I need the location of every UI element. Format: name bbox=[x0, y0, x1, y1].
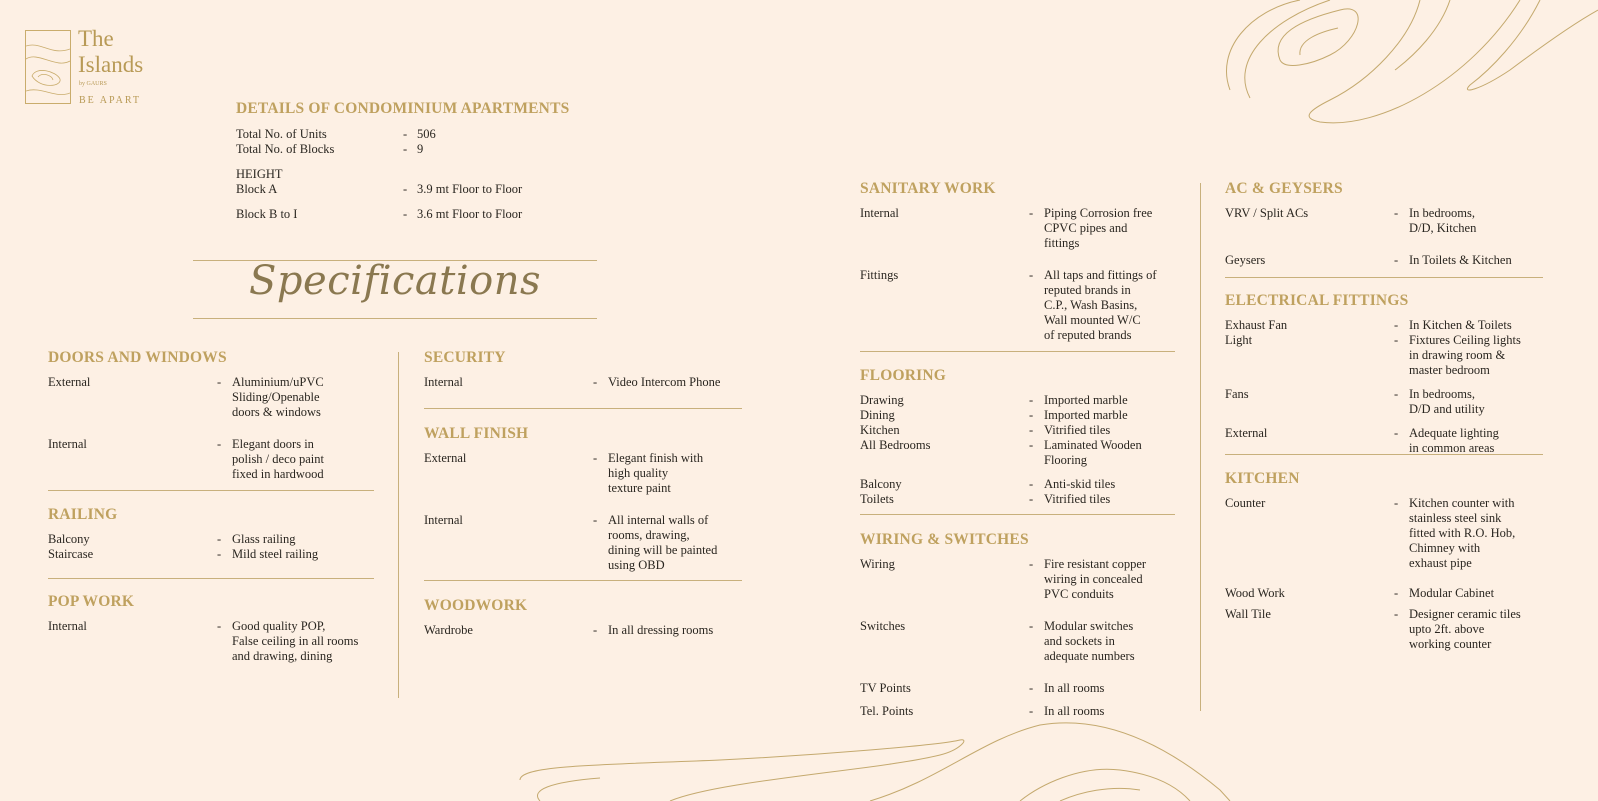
spec-dash: - bbox=[593, 623, 598, 637]
spec-value: Wall mounted W/C bbox=[1044, 313, 1141, 327]
spec-label: Kitchen bbox=[860, 423, 900, 437]
spec-label: Internal bbox=[424, 513, 463, 527]
spec-dash: - bbox=[1029, 492, 1034, 506]
spec-dash: - bbox=[1394, 333, 1399, 347]
spec-dash: - bbox=[1029, 408, 1034, 422]
spec-value: rooms, drawing, bbox=[608, 528, 690, 542]
section-rule bbox=[1225, 277, 1543, 278]
spec-value: C.P., Wash Basins, bbox=[1044, 298, 1138, 312]
section-rule bbox=[424, 408, 742, 409]
spec-value: polish / deco paint bbox=[232, 452, 324, 466]
spec-label: Fans bbox=[1225, 387, 1249, 401]
condo-label: Total No. of Units bbox=[236, 127, 327, 141]
spec-value: stainless steel sink bbox=[1409, 511, 1502, 525]
section-rule bbox=[48, 490, 374, 491]
contour-lines-bottom bbox=[520, 720, 1250, 801]
spec-value: Anti-skid tiles bbox=[1044, 477, 1116, 491]
brand-name-line1: The bbox=[78, 26, 114, 51]
section-title: ELECTRICAL FITTINGS bbox=[1225, 292, 1409, 309]
spec-value: Mild steel railing bbox=[232, 547, 319, 561]
section-rule bbox=[860, 514, 1175, 515]
spec-value: D/D and utility bbox=[1409, 402, 1485, 416]
spec-dash: - bbox=[1394, 586, 1399, 600]
spec-value: adequate numbers bbox=[1044, 649, 1135, 663]
spec-dash: - bbox=[1029, 438, 1034, 452]
spec-value: Fire resistant copper bbox=[1044, 557, 1147, 571]
spec-dash: - bbox=[1029, 423, 1034, 437]
spec-value: dining will be painted bbox=[608, 543, 718, 557]
spec-dash: - bbox=[217, 532, 222, 546]
brand-name-line2: Islands bbox=[78, 52, 144, 77]
spec-label: Balcony bbox=[48, 532, 90, 546]
spec-dash: - bbox=[1029, 681, 1034, 695]
condo-value: 3.9 mt Floor to Floor bbox=[417, 182, 523, 196]
spec-value: Designer ceramic tiles bbox=[1409, 607, 1521, 621]
brand-tagline: BE APART bbox=[79, 95, 141, 106]
spec-value: Fixtures Ceiling lights bbox=[1409, 333, 1521, 347]
section-title: WIRING & SWITCHES bbox=[860, 531, 1029, 548]
spec-value: fixed in hardwood bbox=[232, 467, 324, 481]
spec-value: fitted with R.O. Hob, bbox=[1409, 526, 1516, 540]
condo-value: 506 bbox=[417, 127, 436, 141]
spec-value: False ceiling in all rooms bbox=[232, 634, 359, 648]
spec-label: Wiring bbox=[860, 557, 895, 571]
condo-label: HEIGHT bbox=[236, 167, 283, 181]
condo-dash: - bbox=[403, 182, 408, 196]
spec-value: Imported marble bbox=[1044, 408, 1128, 422]
spec-label: Dining bbox=[860, 408, 895, 422]
spec-dash: - bbox=[217, 437, 222, 451]
spec-value: high quality bbox=[608, 466, 669, 480]
column-divider bbox=[398, 352, 399, 698]
spec-dash: - bbox=[1394, 206, 1399, 220]
section-title: AC & GEYSERS bbox=[1225, 180, 1343, 197]
specifications-title: Specifications bbox=[249, 258, 541, 304]
spec-value: PVC conduits bbox=[1044, 587, 1114, 601]
spec-value: In Toilets & Kitchen bbox=[1409, 253, 1512, 267]
spec-value: In all rooms bbox=[1044, 681, 1105, 695]
condo-title: DETAILS OF CONDOMINIUM APARTMENTS bbox=[236, 100, 570, 117]
spec-value: wiring in concealed bbox=[1044, 572, 1143, 586]
spec-value: Aluminium/uPVC bbox=[232, 375, 324, 389]
spec-value: Elegant doors in bbox=[232, 437, 314, 451]
spec-label: Geysers bbox=[1225, 253, 1266, 267]
spec-label: Drawing bbox=[860, 393, 904, 407]
spec-value: D/D, Kitchen bbox=[1409, 221, 1477, 235]
spec-dash: - bbox=[217, 619, 222, 633]
spec-label: Balcony bbox=[860, 477, 902, 491]
spec-value: and sockets in bbox=[1044, 634, 1115, 648]
spec-value: In bedrooms, bbox=[1409, 206, 1475, 220]
spec-value: fittings bbox=[1044, 236, 1080, 250]
spec-label: All Bedrooms bbox=[860, 438, 931, 452]
spec-dash: - bbox=[1029, 268, 1034, 282]
spec-label: VRV / Split ACs bbox=[1225, 206, 1309, 220]
spec-label: External bbox=[424, 451, 467, 465]
spec-label: Wood Work bbox=[1225, 586, 1285, 600]
spec-label: Counter bbox=[1225, 496, 1266, 510]
section-title: RAILING bbox=[48, 506, 118, 523]
spec-value: In all dressing rooms bbox=[608, 623, 714, 637]
section-rule bbox=[860, 351, 1175, 352]
spec-value: reputed brands in bbox=[1044, 283, 1131, 297]
spec-dash: - bbox=[1029, 393, 1034, 407]
spec-value: CPVC pipes and bbox=[1044, 221, 1128, 235]
spec-label: Internal bbox=[48, 437, 87, 451]
section-title: FLOORING bbox=[860, 367, 946, 384]
spec-label: Fittings bbox=[860, 268, 899, 282]
spec-rule-bottom bbox=[193, 318, 597, 319]
spec-value: Laminated Wooden bbox=[1044, 438, 1142, 452]
spec-label: Wall Tile bbox=[1225, 607, 1271, 621]
condo-label: Block B to I bbox=[236, 207, 298, 221]
section-title: POP WORK bbox=[48, 593, 135, 610]
section-title: SECURITY bbox=[424, 349, 506, 366]
spec-value: in common areas bbox=[1409, 441, 1495, 455]
spec-dash: - bbox=[1029, 557, 1034, 571]
spec-dash: - bbox=[593, 513, 598, 527]
section-rule bbox=[48, 578, 374, 579]
spec-dash: - bbox=[1029, 704, 1034, 718]
spec-value: in drawing room & bbox=[1409, 348, 1506, 362]
spec-dash: - bbox=[1394, 318, 1399, 332]
spec-dash: - bbox=[1394, 387, 1399, 401]
section-title: DOORS AND WINDOWS bbox=[48, 349, 227, 366]
spec-value: All taps and fittings of bbox=[1044, 268, 1157, 282]
spec-label: External bbox=[48, 375, 91, 389]
spec-label: Internal bbox=[860, 206, 899, 220]
condo-value: 3.6 mt Floor to Floor bbox=[417, 207, 523, 221]
spec-label: Switches bbox=[860, 619, 906, 633]
spec-value: In Kitchen & Toilets bbox=[1409, 318, 1512, 332]
spec-dash: - bbox=[1029, 206, 1034, 220]
brand-by: by GAURS bbox=[79, 81, 107, 87]
condo-dash: - bbox=[403, 142, 408, 156]
spec-dash: - bbox=[593, 451, 598, 465]
spec-dash: - bbox=[1029, 477, 1034, 491]
section-title: WALL FINISH bbox=[424, 425, 529, 442]
spec-value: Chimney with bbox=[1409, 541, 1481, 555]
spec-dash: - bbox=[1394, 607, 1399, 621]
spec-value: texture paint bbox=[608, 481, 671, 495]
spec-value: Piping Corrosion free bbox=[1044, 206, 1153, 220]
spec-value: exhaust pipe bbox=[1409, 556, 1472, 570]
spec-label: Wardrobe bbox=[424, 623, 473, 637]
spec-value: Modular Cabinet bbox=[1409, 586, 1495, 600]
section-rule bbox=[424, 580, 742, 581]
spec-dash: - bbox=[1029, 619, 1034, 633]
spec-value: Video Intercom Phone bbox=[608, 375, 721, 389]
spec-label: Staircase bbox=[48, 547, 94, 561]
section-title: WOODWORK bbox=[424, 597, 528, 614]
spec-label: External bbox=[1225, 426, 1268, 440]
spec-value: In bedrooms, bbox=[1409, 387, 1475, 401]
spec-value: working counter bbox=[1409, 637, 1492, 651]
spec-value: doors & windows bbox=[232, 405, 321, 419]
column-divider bbox=[1200, 183, 1201, 711]
spec-value: Sliding/Openable bbox=[232, 390, 320, 404]
condo-dash: - bbox=[403, 127, 408, 141]
contour-lines-top-right bbox=[1220, 0, 1598, 130]
spec-label: TV Points bbox=[860, 681, 911, 695]
spec-value: Imported marble bbox=[1044, 393, 1128, 407]
spec-value: Kitchen counter with bbox=[1409, 496, 1515, 510]
spec-value: Glass railing bbox=[232, 532, 296, 546]
spec-value: Flooring bbox=[1044, 453, 1088, 467]
section-rule bbox=[1225, 454, 1543, 455]
spec-label: Light bbox=[1225, 333, 1253, 347]
spec-value: All internal walls of bbox=[608, 513, 709, 527]
condo-dash: - bbox=[403, 207, 408, 221]
spec-dash: - bbox=[1394, 426, 1399, 440]
spec-dash: - bbox=[593, 375, 598, 389]
spec-value: In all rooms bbox=[1044, 704, 1105, 718]
spec-label: Internal bbox=[424, 375, 463, 389]
spec-dash: - bbox=[1394, 496, 1399, 510]
spec-value: upto 2ft. above bbox=[1409, 622, 1485, 636]
section-title: KITCHEN bbox=[1225, 470, 1300, 487]
spec-value: of reputed brands bbox=[1044, 328, 1132, 342]
spec-value: using OBD bbox=[608, 558, 665, 572]
condo-value: 9 bbox=[417, 142, 424, 156]
spec-value: master bedroom bbox=[1409, 363, 1490, 377]
spec-value: Good quality POP, bbox=[232, 619, 326, 633]
spec-value: Adequate lighting bbox=[1409, 426, 1499, 440]
logo-contour-icon bbox=[26, 31, 70, 103]
spec-value: Vitrified tiles bbox=[1044, 423, 1111, 437]
condo-label: Total No. of Blocks bbox=[236, 142, 335, 156]
spec-value: Elegant finish with bbox=[608, 451, 704, 465]
spec-value: and drawing, dining bbox=[232, 649, 333, 663]
spec-value: Vitrified tiles bbox=[1044, 492, 1111, 506]
spec-dash: - bbox=[217, 375, 222, 389]
spec-label: Toilets bbox=[860, 492, 894, 506]
logo-mark bbox=[25, 30, 71, 104]
section-title: SANITARY WORK bbox=[860, 180, 996, 197]
spec-label: Exhaust Fan bbox=[1225, 318, 1288, 332]
spec-label: Tel. Points bbox=[860, 704, 914, 718]
spec-value: Modular switches bbox=[1044, 619, 1134, 633]
condo-label: Block A bbox=[236, 182, 278, 196]
spec-dash: - bbox=[217, 547, 222, 561]
spec-dash: - bbox=[1394, 253, 1399, 267]
spec-label: Internal bbox=[48, 619, 87, 633]
